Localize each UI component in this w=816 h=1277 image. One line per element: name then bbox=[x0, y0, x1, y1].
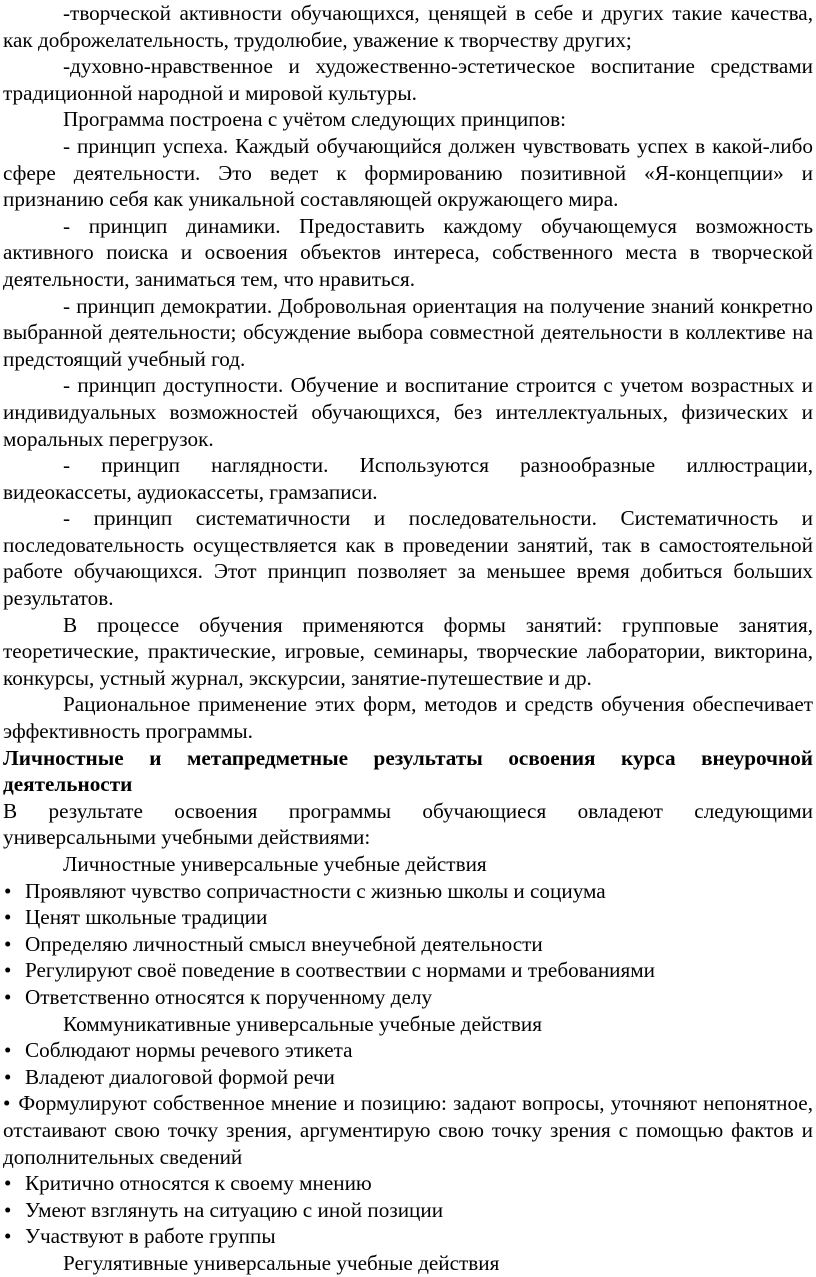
paragraph-rational-use: Рациональное применение этих форм, методов и средств обучения обеспечивает эффективность программы. bbox=[3, 692, 813, 744]
list-item: • Регулируют своё поведение в соотвествии с нормами и требованиями bbox=[4, 958, 656, 983]
list-item: • Владеют диалоговой формой речи bbox=[4, 1064, 335, 1089]
paragraph-forms-of-classes: В процессе обучения применяются формы занятий: групповые занятия, теоретические, практические, игровые, семинары, творческие лаборатории, викторина, конкурсы, устный журнал, экскурсии, занятие-путешествие и др. bbox=[3, 612, 813, 690]
list-personal-actions bbox=[3, 878, 813, 1011]
list-item: • Формулируют собственное мнение и позицию: задают вопросы, уточняют непонятное, отстаивают свою точку зрения, аргументирую свою точку зрения с помощью фактов и дополнительных сведений bbox=[3, 1091, 813, 1169]
subheading-regulatory-actions: Регулятивные универсальные учебные действия bbox=[63, 1250, 500, 1275]
list-communicative-actions bbox=[3, 1037, 813, 1250]
bullet-icon: • bbox=[4, 1064, 12, 1089]
bullet-icon: • bbox=[4, 958, 12, 983]
subheading-personal-actions: Личностные универсальные учебные действия bbox=[63, 852, 487, 876]
list-item: • Соблюдают нормы речевого этикета bbox=[4, 1038, 353, 1063]
list-item: • Критично относятся к своему мнению bbox=[4, 1171, 372, 1196]
list-item: • Ценят школьные традиции bbox=[4, 905, 268, 930]
paragraph-principle-success: - принцип успеха. Каждый обучающийся должен чувствовать успех в какой-либо сфере деятельности. Это ведет к формированию позитивной «Я-концепции» и признанию себя как уникальной составляющей окружающего мира. bbox=[3, 133, 813, 212]
list-item: • Ответственно относятся к порученному делу bbox=[4, 984, 433, 1009]
bullet-icon: • bbox=[4, 905, 12, 930]
list-item: • Проявляют чувство сопричастности с жизнью школы и социума bbox=[4, 878, 606, 903]
bullet-icon: • bbox=[4, 984, 12, 1009]
paragraph-principle-accessibility: - принцип доступности. Обучение и воспитание строится с учетом возрастных и индивидуальных возможностей обучающихся, без интеллектуальных, физических и моральных перегрузок. bbox=[3, 373, 813, 451]
paragraph-principle-dynamics: - принцип динамики. Предоставить каждому обучающемуся возможность активного поиска и освоения объектов интереса, собственного места в творческой деятельности, заниматься тем, что нравиться. bbox=[3, 213, 813, 291]
paragraph-creative-activity: -творческой активности обучающихся, ценящей в себе и других такие качества, как доброжелательность, трудолюбие, уважение к творчеству других; bbox=[3, 1, 813, 52]
bullet-icon: • bbox=[4, 1197, 12, 1222]
bullet-icon: • bbox=[4, 878, 12, 903]
bullet-icon: • bbox=[4, 1171, 12, 1196]
bullet-icon: • bbox=[4, 1224, 12, 1249]
subheading-communicative-actions: Коммуникативные универсальные учебные действия bbox=[63, 1011, 542, 1036]
paragraph-results-intro: В результате освоения программы обучающиеся овладеют следующими универсальными учебными действиями: bbox=[3, 798, 813, 850]
paragraph-spiritual-education: -духовно-нравственное и художественно-эстетическое воспитание средствами традиционной народной и мировой культуры. bbox=[3, 54, 813, 105]
list-item: • Определяю личностный смысл внеучебной деятельности bbox=[4, 931, 543, 956]
paragraph-principles-intro: Программа построена с учётом следующих принципов: bbox=[63, 107, 567, 132]
list-item: • Участвуют в работе группы bbox=[4, 1224, 276, 1249]
paragraph-principle-systematic: - принцип систематичности и последовательности. Систематичность и последовательность осуществляется как в проведении занятий, так в самостоятельной работе обучающихся. Этот принцип позволяет за меньшее время добиться больших результатов. bbox=[3, 506, 813, 611]
paragraph-principle-visibility: - принцип наглядности. Используются разнообразные иллюстрации, видеокассеты, аудиокассеты, грамзаписи. bbox=[3, 453, 813, 504]
bullet-icon: • bbox=[3, 1091, 11, 1116]
list-item: • Умеют взглянуть на ситуацию с иной позиции bbox=[4, 1197, 444, 1222]
paragraph-principle-democracy: - принцип демократии. Добровольная ориентация на получение знаний конкретно выбранной деятельности; обсуждение выбора совместной деятельности в коллективе на предстоящий учебный год. bbox=[3, 293, 813, 371]
bullet-icon: • bbox=[4, 931, 12, 956]
section-heading-results: Личностные и метапредметные результаты освоения курса внеурочной деятельности bbox=[3, 745, 813, 797]
bullet-icon: • bbox=[4, 1038, 12, 1063]
